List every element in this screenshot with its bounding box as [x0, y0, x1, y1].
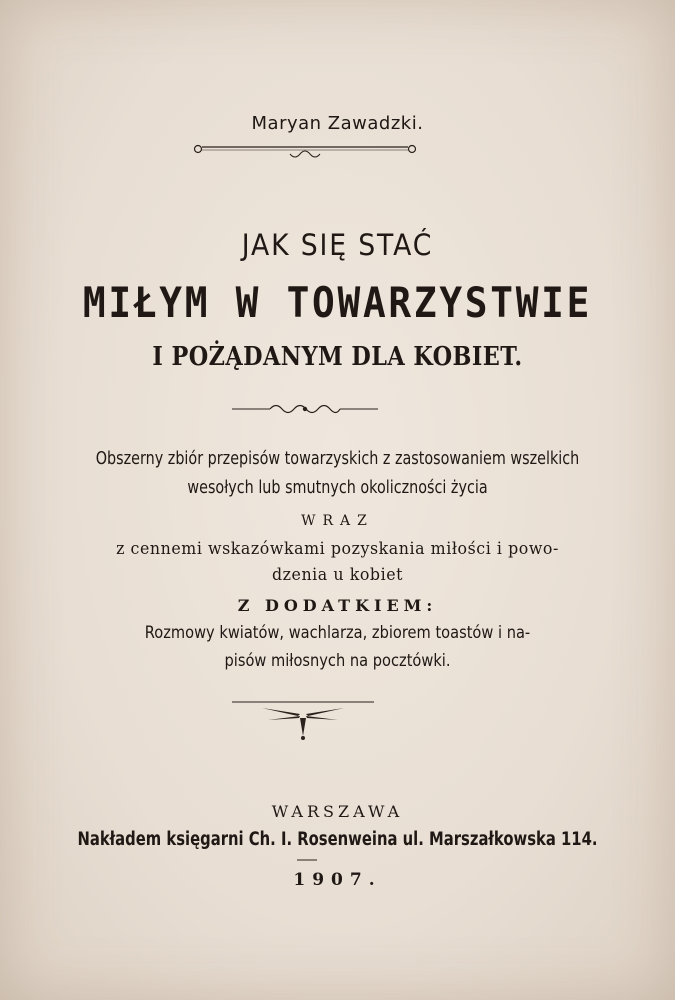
dodatek-line-2: pisów miłosnych na pocztówki.	[224, 651, 451, 671]
description-line-1: Obszerny zbiór przepisów towarzyskich z zastosowaniem wszelkich	[95, 449, 580, 469]
title-line-2: MIŁYM W TOWARZYSTWIE	[82, 278, 593, 327]
imprint-publisher: Nakładem księgarni Ch. I. Rosenweina ul. Marszałkowska 114.	[77, 829, 598, 850]
ornament-rule-icon	[190, 140, 420, 164]
description-line-2: wesołych lub smutnych okoliczności życia	[187, 478, 488, 498]
fan-ornament-icon	[228, 698, 378, 744]
imprint-year: 1907.	[293, 870, 382, 890]
wraz-line-1: z cennemi wskazówkami pozyskania miłości i powo-	[116, 539, 559, 559]
floral-divider-icon	[230, 400, 380, 418]
dodatek-label: Z DODATKIEM:	[237, 596, 438, 615]
short-rule-icon	[297, 858, 317, 862]
author-name: Maryan Zawadzki.	[251, 113, 424, 134]
dodatek-line-1: Rozmowy kwiatów, wachlarza, zbiorem toastów i na-	[144, 623, 531, 643]
title-line-1: JAK SIĘ STAĆ	[241, 228, 434, 262]
wraz-line-2: dzenia u kobiet	[271, 565, 404, 585]
imprint-city: WARSZAWA	[271, 802, 404, 821]
title-line-3: I POŻĄDANYM DLA KOBIET.	[152, 342, 523, 372]
wraz-label: WRAZ	[301, 513, 374, 529]
